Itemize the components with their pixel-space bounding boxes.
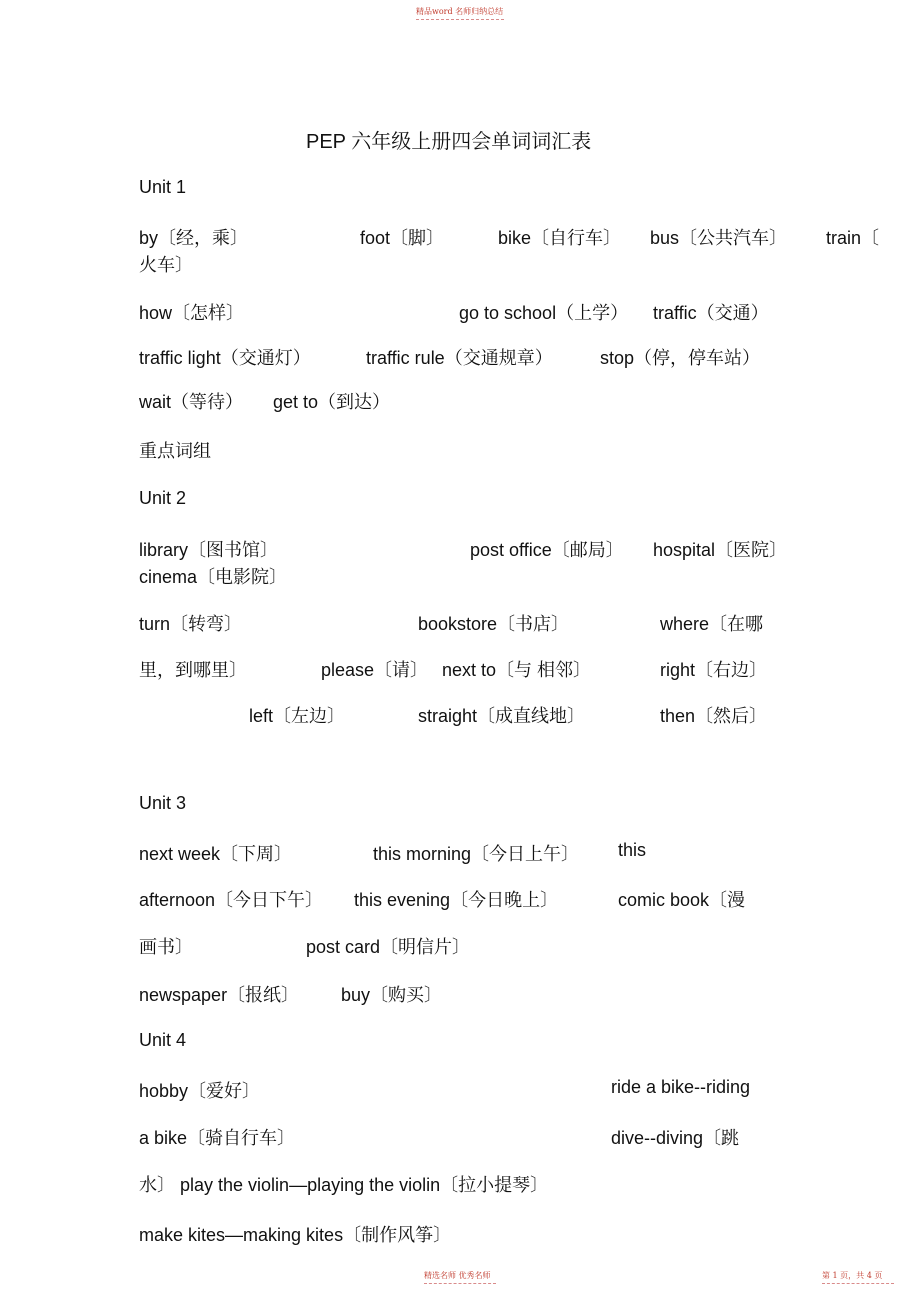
vocab-entry: this morning〔今日上午〕	[373, 844, 580, 864]
vocab-entry: turn〔转弯〕	[139, 614, 243, 634]
vocab-entry: get to（到达）	[273, 392, 391, 412]
vocab-entry: left〔左边〕	[249, 706, 346, 726]
section-heading: 重点词组	[139, 441, 211, 461]
vocab-entry: right〔右边〕	[660, 660, 768, 680]
vocab-entry: a bike〔骑自行车〕	[139, 1128, 296, 1148]
vocab-entry: foot〔脚〕	[360, 228, 445, 248]
vocab-entry: hospital〔医院〕	[653, 540, 788, 560]
page-title: PEP 六年级上册四会单词词汇表	[306, 131, 592, 153]
vocab-entry: then〔然后〕	[660, 706, 768, 726]
vocab-entry: bike〔自行车〕	[498, 228, 622, 248]
vocab-entry: 火车〕	[139, 255, 193, 275]
vocab-entry: next week〔下周〕	[139, 844, 293, 864]
unit-heading: Unit 2	[139, 488, 187, 508]
vocab-entry: traffic rule（交通规章）	[366, 348, 553, 368]
unit-heading: Unit 3	[139, 793, 187, 813]
vocab-entry: 里，到哪里〕	[139, 660, 247, 680]
vocab-entry: this	[618, 840, 647, 860]
vocab-entry: dive--diving〔跳	[611, 1128, 740, 1148]
vocab-entry: train〔	[826, 228, 880, 248]
vocab-entry: go to school（上学）	[459, 303, 629, 323]
vocab-entry: how〔怎样〕	[139, 303, 245, 323]
vocab-entry: traffic light（交通灯）	[139, 348, 311, 368]
vocab-entry: ride a bike--riding	[611, 1077, 751, 1097]
vocab-entry: traffic（交通）	[653, 303, 769, 323]
vocab-entry: bus〔公共汽车〕	[650, 228, 788, 248]
vocab-entry: post office〔邮局〕	[470, 540, 624, 560]
header-divider	[416, 19, 504, 20]
vocab-entry: hobby〔爱好〕	[139, 1081, 261, 1101]
vocab-entry: this evening〔今日晚上〕	[354, 890, 559, 910]
vocab-entry: post card〔明信片〕	[306, 937, 471, 957]
vocab-entry: straight〔成直线地〕	[418, 706, 586, 726]
page-header: 精品word 名师归纳总结	[416, 7, 504, 16]
footer-divider-left	[424, 1283, 496, 1284]
footer-divider-right	[822, 1283, 894, 1284]
vocab-entry: buy〔购买〕	[341, 985, 443, 1005]
vocab-entry: newspaper〔报纸〕	[139, 985, 300, 1005]
vocab-entry: 画书〕	[139, 937, 193, 957]
vocab-entry: library〔图书馆〕	[139, 540, 279, 560]
vocab-entry: bookstore〔书店〕	[418, 614, 570, 634]
vocab-entry: comic book〔漫	[618, 890, 746, 910]
unit-heading: Unit 1	[139, 177, 187, 197]
vocab-entry: next to〔与 相邻〕	[442, 660, 592, 680]
vocab-entry: stop（停，停车站）	[600, 348, 761, 368]
vocab-entry: where〔在哪	[660, 614, 764, 634]
vocab-entry: afternoon〔今日下午〕	[139, 890, 324, 910]
vocab-entry: wait（等待）	[139, 392, 244, 412]
vocab-entry: 水〕 play the violin—playing the violin〔拉小提琴〕	[139, 1175, 549, 1195]
unit-heading: Unit 4	[139, 1030, 187, 1050]
vocab-entry: please〔请〕	[321, 660, 429, 680]
vocab-entry: cinema〔电影院〕	[139, 567, 288, 587]
page-number: 第 1 页，共 4 页	[822, 1271, 883, 1280]
footer-left: 精选名师 优秀名师	[424, 1271, 491, 1280]
vocab-entry: by〔经，乘〕	[139, 228, 249, 248]
vocab-entry: make kites—making kites〔制作风筝〕	[139, 1225, 452, 1245]
